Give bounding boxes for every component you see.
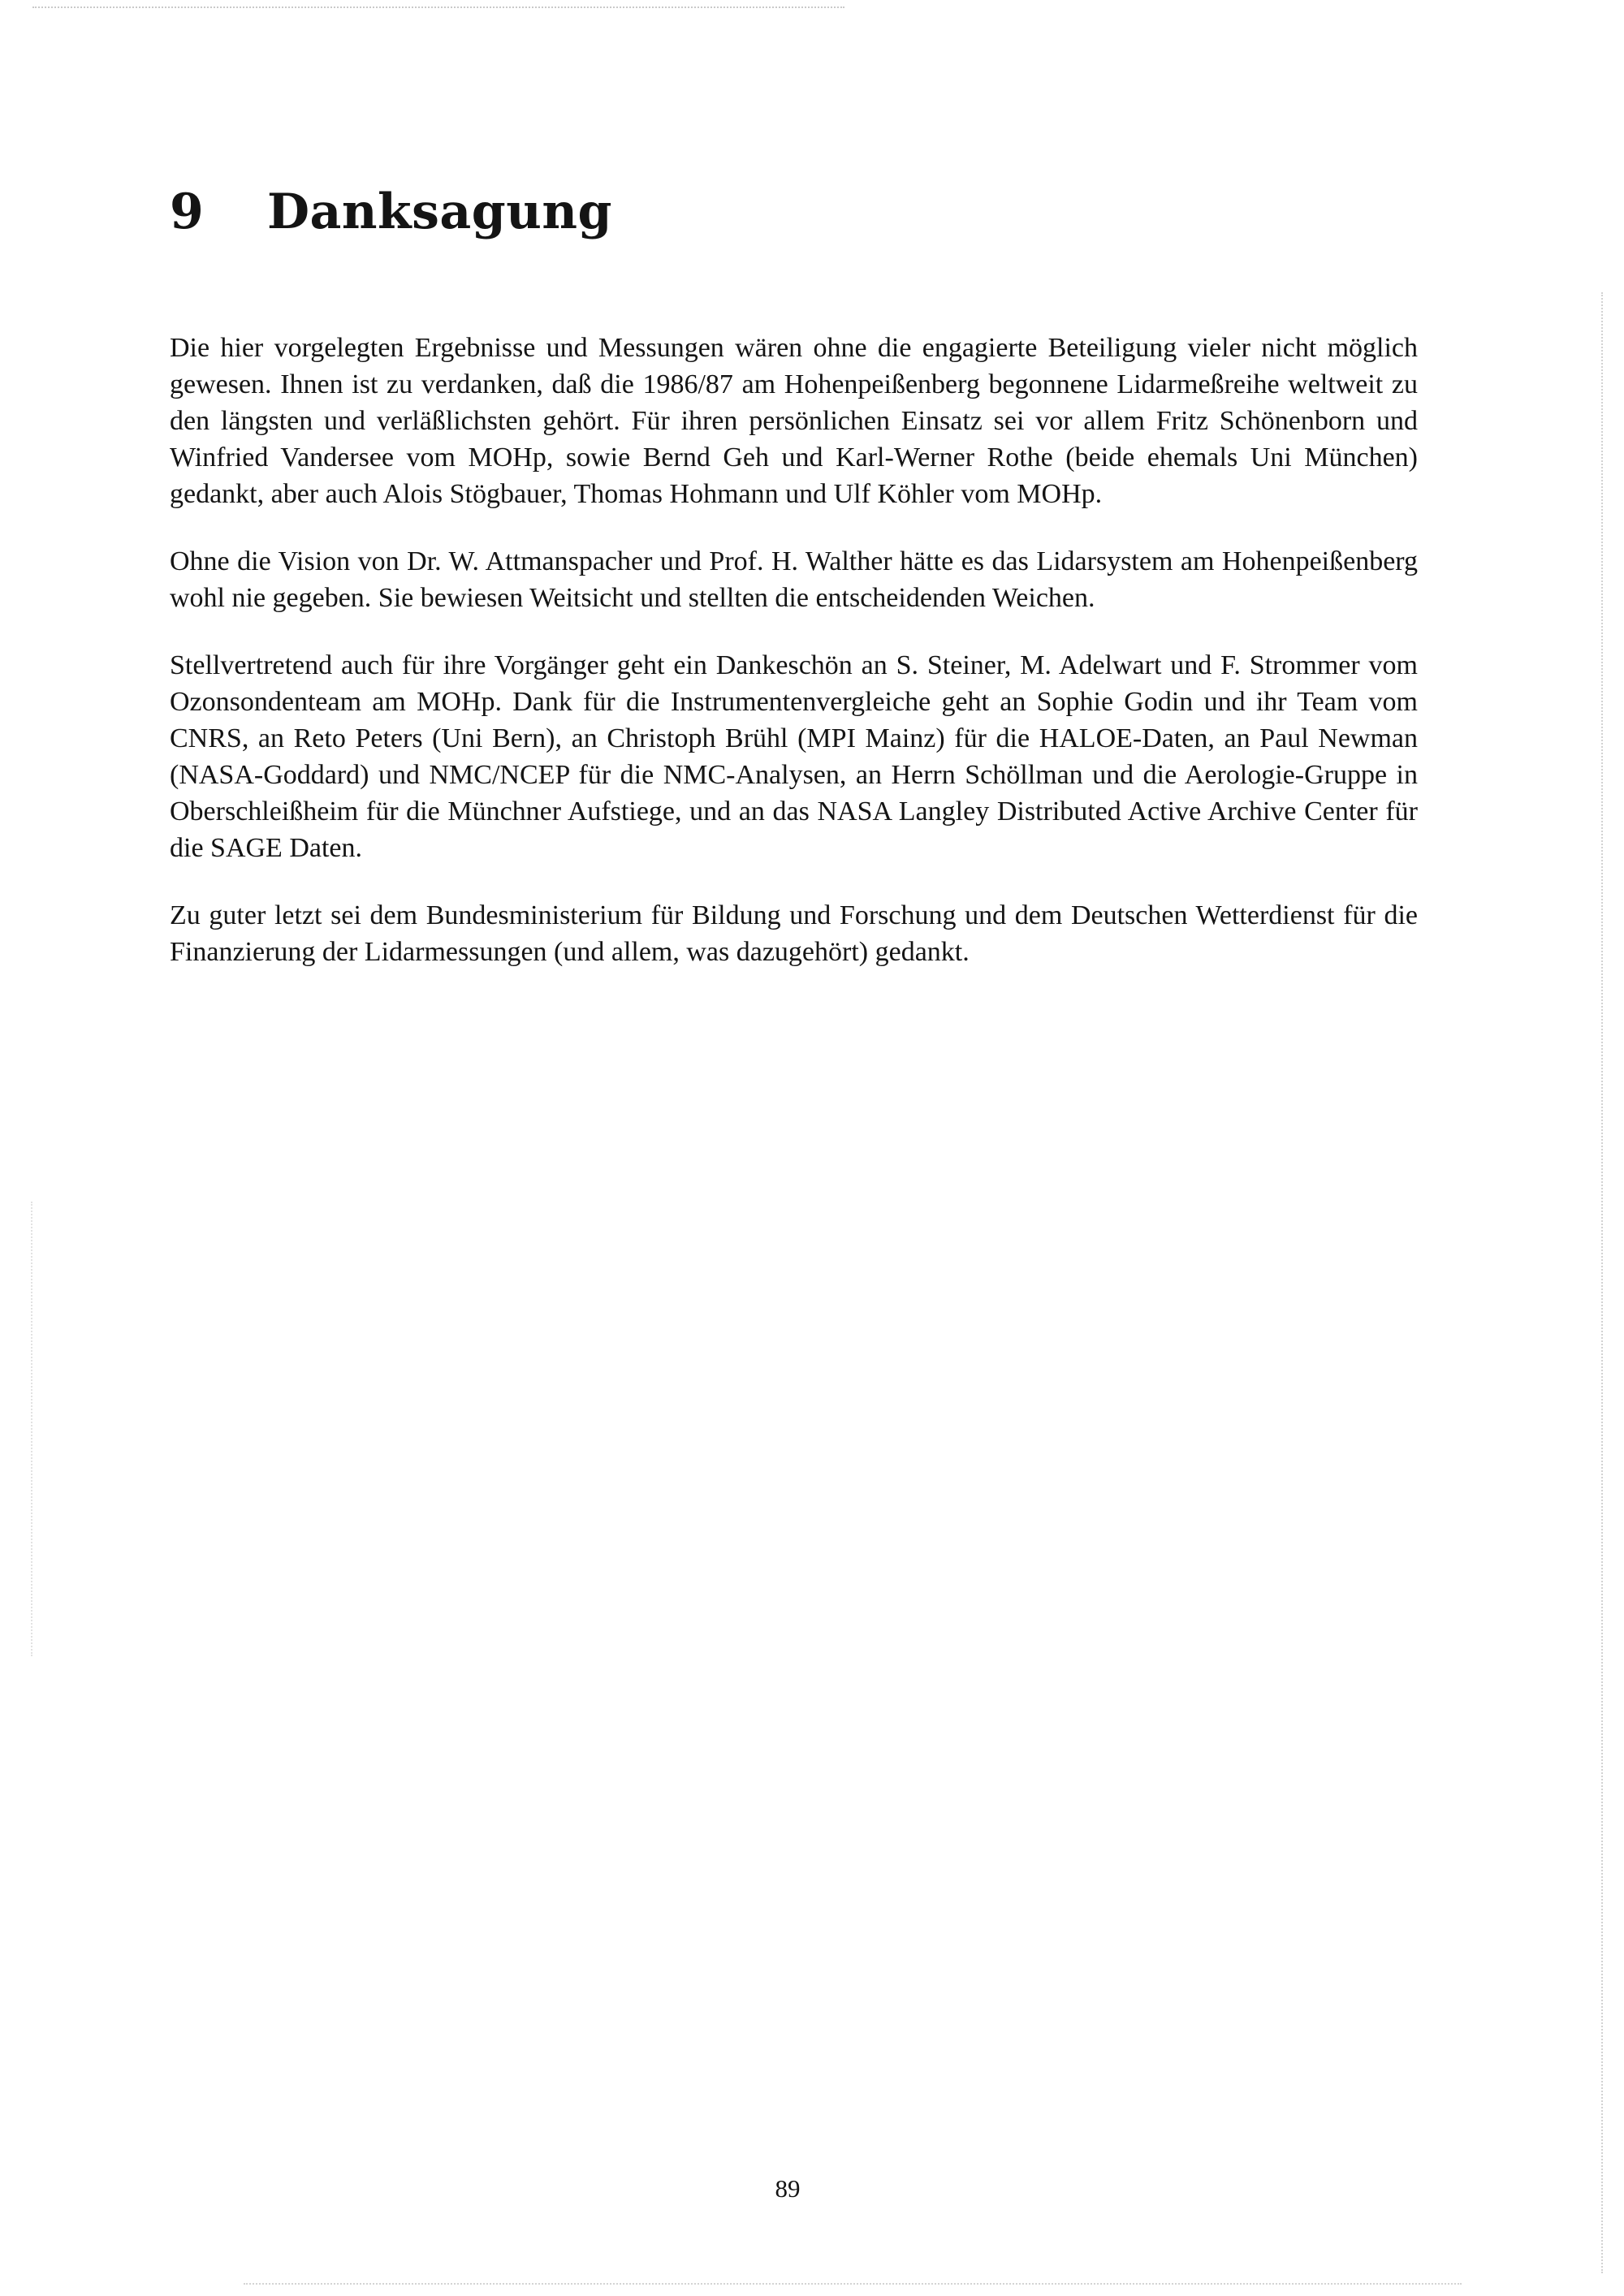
paragraph-acknowledgement-funding: Zu guter letzt sei dem Bundesministerium für Bildung und Forschung und dem Deutschen Wetterdienst für die Finanzierung der Lidarmessungen (und allem, was dazugehört) gedankt. (170, 900, 1418, 967)
paragraph-acknowledgement-partners: Stellvertretend auch für ihre Vorgänger geht ein Dankeschön an S. Steiner, M. Adelwart und F. Strommer vom Ozonsondenteam am MOHp. Dank für die Instrumentenvergleiche geht an Sophie Godin und ihr Team vom CNRS, an Reto Peters (Uni Bern), an Christoph Brühl (MPI Mainz) für die HALOE-Daten, an Paul Newman (NASA-Goddard) und NMC/NCEP für die NMC-Analysen, an Herrn Schöllman und die Aerologie-Gruppe in Oberschleißheim für die Münchner Aufstiege, und an das NASA Langley Distributed Active Archive Center für die SAGE Daten. (170, 650, 1418, 863)
chapter-number: 9 (170, 183, 205, 240)
scan-edge-bottom (244, 2283, 1462, 2285)
scan-edge-right (1601, 292, 1603, 2273)
body-text (170, 330, 1418, 1001)
chapter-title: Danksagung (267, 183, 612, 240)
paragraph-acknowledgement-founders: Ohne die Vision von Dr. W. Attmanspacher und Prof. H. Walther hätte es das Lidarsystem am Hohenpeißenberg wohl nie gegeben. Sie bewiesen Weitsicht und stellten die entscheidenden Weichen. (170, 546, 1418, 613)
page-number: 89 (775, 2174, 801, 2203)
scan-edge-left (31, 1202, 32, 1656)
scan-edge-top (32, 6, 844, 8)
paragraph-acknowledgement-staff: Die hier vorgelegten Ergebnisse und Messungen wären ohne die engagierte Beteiligung vieler nicht möglich gewesen. Ihnen ist zu verdanken, daß die 1986/87 am Hohenpeißenberg begonnene Lidarmeßreihe weltweit zu den längsten und verläßlichsten gehört. Für ihren persönlichen Einsatz sei vor allem Fritz Schönenborn und Winfried Vandersee vom MOHp, sowie Bernd Geh und Karl-Werner Rothe (beide ehemals Uni München) gedankt, aber auch Alois Stögbauer, Thomas Hohmann und Ulf Köhler vom MOHp. (170, 333, 1418, 509)
chapter-heading (170, 183, 612, 241)
